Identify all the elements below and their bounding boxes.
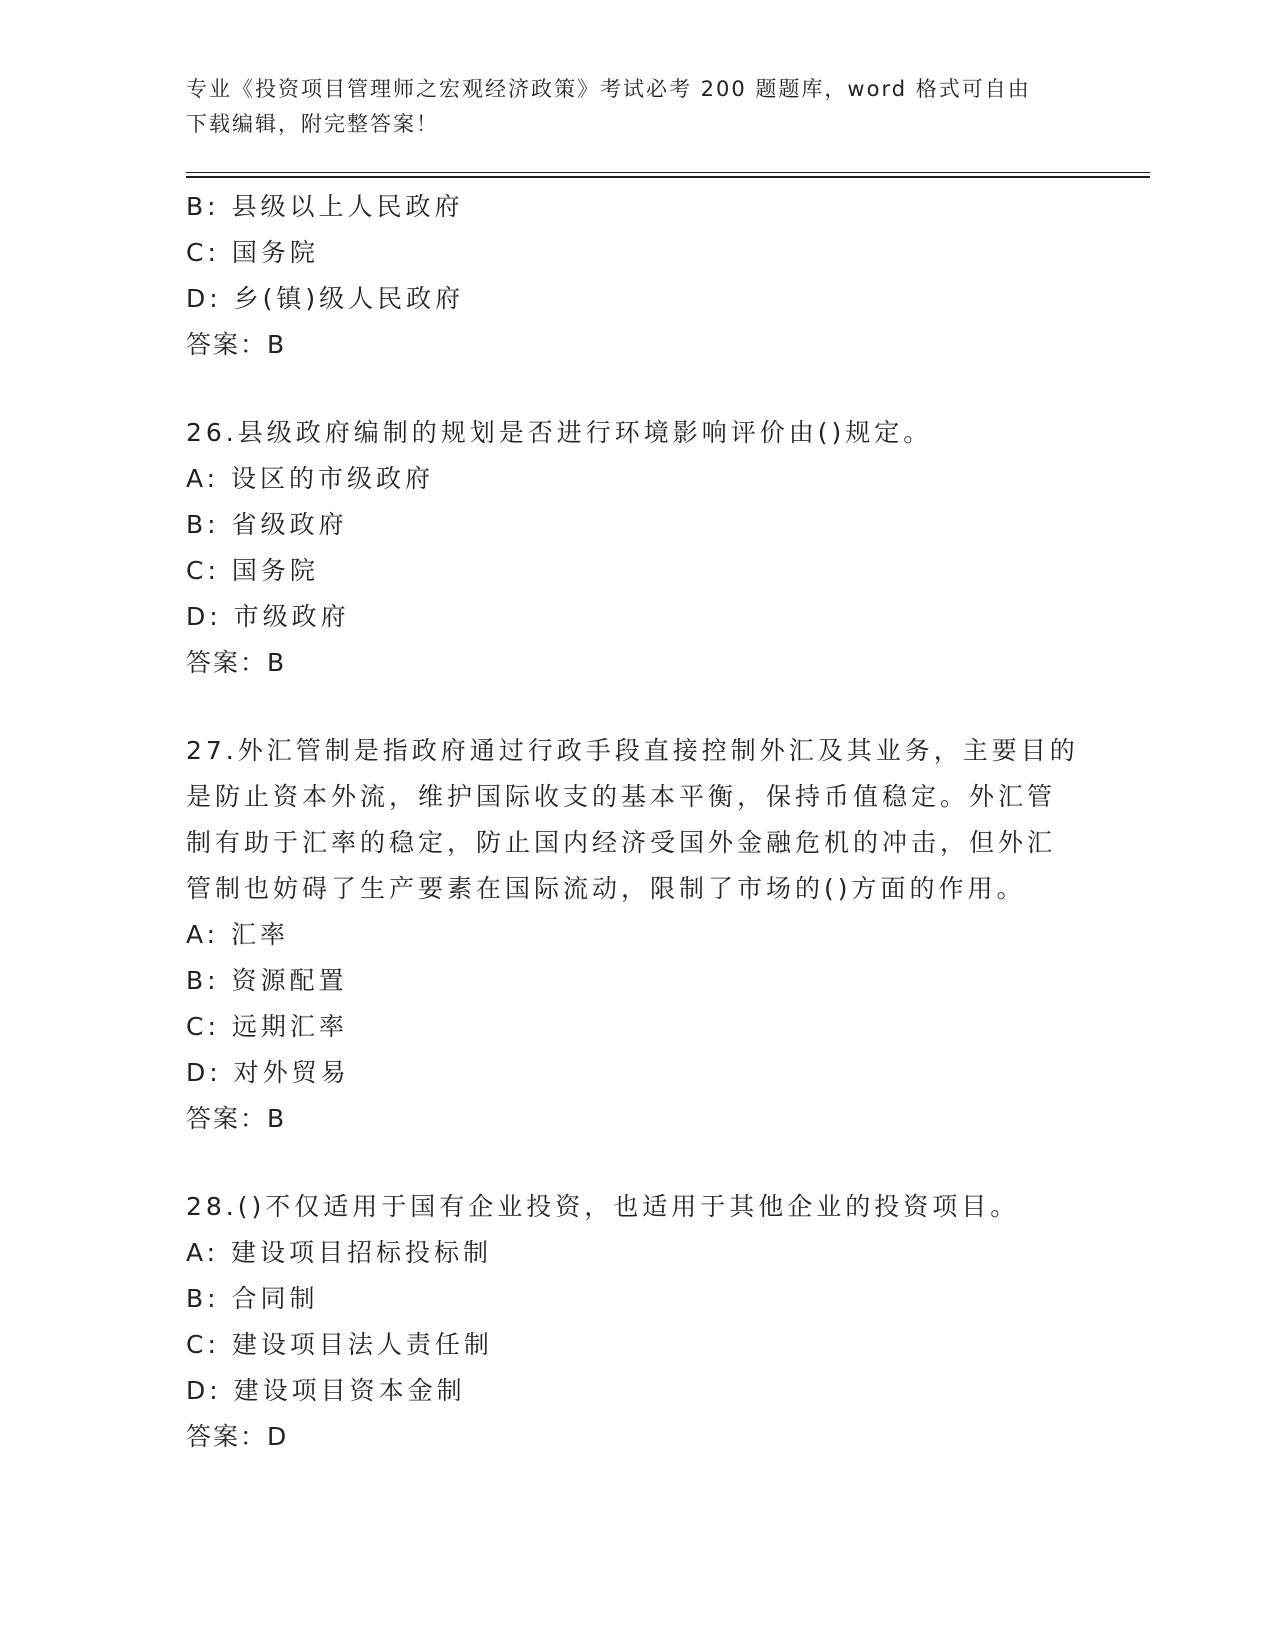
header-rule-thick [186,176,1150,178]
question-stem: 28.()不仅适用于国有企业投资，也适用于其他企业的投资项目。 [186,1192,1020,1221]
option-b: B: 合同制 [186,1284,319,1313]
option-d: D: 市级政府 [186,602,350,631]
option-c: C: 远期汇率 [186,1012,348,1041]
option-d: D: 建设项目资本金制 [186,1376,466,1405]
option-c: C: 国务院 [186,238,319,267]
answer-line: 答案：B [186,648,287,677]
option-c: C: 国务院 [186,556,319,585]
header-line-2: 下载编辑，附完整答案！ [186,112,439,136]
option-d: D: 对外贸易 [186,1058,350,1087]
answer-line: 答案：B [186,330,287,359]
question-26 [186,410,1086,686]
question-stem-line: 制有助于汇率的稳定，防止国内经济受国外金融危机的冲击，但外汇 [186,828,1057,857]
question-stem-line: 27.外汇管制是指政府通过行政手段直接控制外汇及其业务，主要目的 [186,736,1079,765]
option-b: B: 县级以上人民政府 [186,192,464,221]
answer-line: 答案：D [186,1422,289,1451]
option-a: A: 建设项目招标投标制 [186,1238,493,1267]
question-25-continued [186,184,1086,368]
option-a: A: 设区的市级政府 [186,464,435,493]
option-d: D: 乡(镇)级人民政府 [186,284,465,313]
question-stem-line: 是防止资本外流，维护国际收支的基本平衡，保持币值稳定。外汇管 [186,782,1057,811]
question-stem: 26.县级政府编制的规划是否进行环境影响评价由()规定。 [186,418,933,447]
question-28 [186,1184,1086,1460]
answer-line: 答案：B [186,1104,287,1133]
question-stem-line: 管制也妨碍了生产要素在国际流动，限制了市场的()方面的作用。 [186,874,1026,903]
header-line-1: 专业《投资项目管理师之宏观经济政策》考试必考 200 题题库，word 格式可自由 [186,77,1031,101]
question-list [186,184,1086,1460]
question-27 [186,728,1086,1142]
spacer [186,1142,1086,1184]
spacer [186,368,1086,410]
document-header [186,72,1066,142]
option-c: C: 建设项目法人责任制 [186,1330,493,1359]
option-b: B: 资源配置 [186,966,348,995]
spacer [186,686,1086,728]
option-a: A: 汇率 [186,920,290,949]
option-b: B: 省级政府 [186,510,348,539]
header-rule-thin [186,172,1150,173]
